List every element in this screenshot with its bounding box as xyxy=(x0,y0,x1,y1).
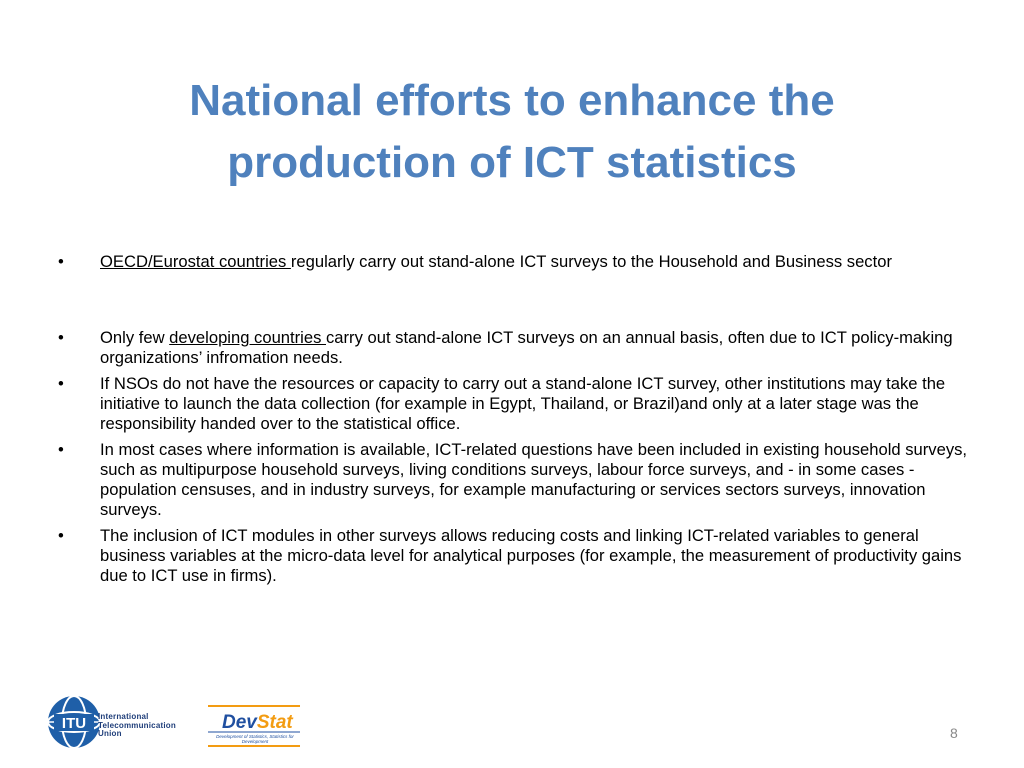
bullet-dot: • xyxy=(58,252,64,271)
itu-line-1: International xyxy=(98,712,149,721)
bullet-text: The inclusion of ICT modules in other surveys allows reducing costs and linking ICT-related variables to general business variables at the micro-data level for analytical purposes (for example, the measurement of productivity gains due to ICT use in firms). xyxy=(100,526,962,585)
title-line-1: National efforts to enhance the xyxy=(189,76,835,125)
bullet-item xyxy=(58,252,968,272)
bullet-text: If NSOs do not have the resources or capacity to carry out a stand-alone ICT survey, other institutions may take the initiative to launch the data collection (for example in Egypt, Thailand, or Brazil)and only at a later stage was the responsibility handed over to the statistical office. xyxy=(100,374,946,433)
itu-logo-mark: ITU xyxy=(61,715,87,732)
devstat-stat: Stat xyxy=(256,712,293,733)
bullet-item xyxy=(58,374,968,434)
bullet-dot: • xyxy=(58,526,64,545)
bullet-list xyxy=(58,252,968,592)
bullet-prefix: Only few xyxy=(100,328,170,347)
bullet-link-text[interactable]: OECD/Eurostat countries xyxy=(100,252,291,271)
bullet-text: regularly carry out stand-alone ICT surveys to the Household and Business sector xyxy=(290,252,892,271)
devstat-tagline: Development of Statistics, Statistics for Development xyxy=(216,734,294,744)
bullet-dot: • xyxy=(58,328,64,347)
itu-line-3: Union xyxy=(98,729,122,738)
bullet-dot: • xyxy=(58,440,64,459)
itu-wordmark xyxy=(98,713,176,739)
bullet-link-text[interactable]: developing countries xyxy=(169,328,326,347)
devstat-wordmark xyxy=(222,712,293,734)
slide-title xyxy=(60,70,964,194)
bullet-item xyxy=(58,440,968,520)
title-line-2: production of ICT statistics xyxy=(227,138,797,187)
bullet-text: In most cases where information is available, ICT-related questions have been included in existing household surveys, such as multipurpose household surveys, living conditions surveys, labour force surveys, and - in some cases - population censuses, and in industry surveys, for example manufacturing or services sectors surveys, innovation surveys. xyxy=(100,440,968,519)
page-number: 8 xyxy=(950,725,958,741)
bullet-item xyxy=(58,526,968,586)
bullet-text: carry out stand-alone ICT surveys on an annual basis, often due to ICT policy-making organizations’ infromation needs. xyxy=(100,328,953,367)
bullet-item xyxy=(58,328,968,368)
itu-line-2: Telecommunication xyxy=(98,720,176,730)
bullet-dot: • xyxy=(58,374,64,393)
devstat-dev: Dev xyxy=(222,712,257,733)
